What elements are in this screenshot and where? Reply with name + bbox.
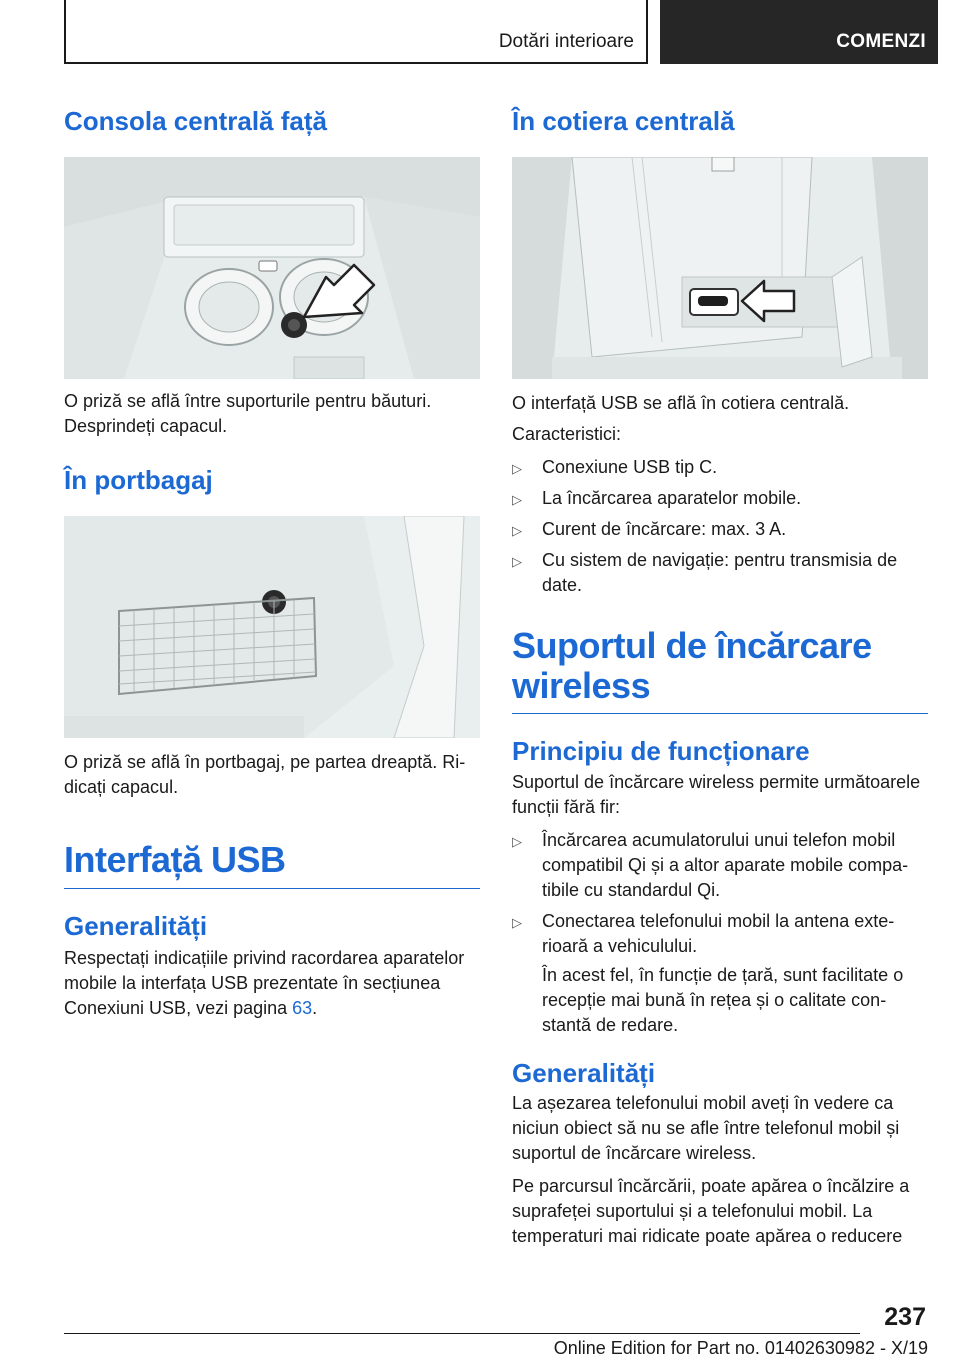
triangle-bullet-icon: ▷ [512,461,522,477]
heading-usb-interface: Interfață USB [64,839,286,881]
center-console-illustration [64,157,480,379]
left-column [64,96,480,1021]
triangle-bullet-icon: ▷ [512,523,522,539]
triangle-bullet-icon: ▷ [512,554,522,570]
principle-list [512,828,928,959]
list-item [512,455,928,480]
heading-general-2: Generalități [512,1057,656,1088]
page-number: 237 [884,1303,926,1331]
console-description: O priză se află între suporturile pentru băuturi. Desprindeți capacul. [64,391,432,437]
list-item-text: Conexiune USB tip C. [542,457,718,478]
heading-principle: Principiu de funcționare [512,736,810,767]
trunk-illustration [64,516,480,738]
heading-armrest: În cotiera centrală [512,106,735,136]
list-item-text: Încărcarea acumulatorului unui telefon mobil compatibil Qi și a altor aparate mobile compatibile cu standardul Qi. [542,829,909,900]
general-2-paragraph-2: Pe parcursul încărcării, poate apărea o încălzire a suprafeței suportului și a telefonului mobil. La temperaturi mai ridicate poate apărea o reducere [512,1175,910,1246]
general-description [64,946,480,1021]
principle-sub-description: În acest fel, în funcție de țară, sunt facilitate o recepție mai bună în rețea și o calitate constantă de redare. [542,964,904,1035]
list-item [512,548,928,598]
list-item-text: Cu sistem de navigație: pentru transmisia de date. [542,550,898,596]
right-column [512,96,928,1249]
wireless-heading-block [512,626,928,714]
list-item [512,486,928,511]
trunk-description [64,750,480,800]
list-item-text: Conectarea telefonului mobil la antena exterioară a vehiculului. [542,910,895,956]
footer-divider [64,1333,860,1334]
features-label: Caracteristici: [512,424,622,445]
general-text: Respectați indicațiile privind racordarea aparatelor mobile la interfața USB prezentate în secțiunea Conexiuni USB, vezi pagina [64,948,465,1019]
list-item-text: La încărcarea aparatelor mobile. [542,488,802,509]
chapter-title: COMENZI [836,31,926,52]
triangle-bullet-icon: ▷ [512,492,522,508]
armrest-description: O interfață USB se află în cotiera centrală. [512,393,850,414]
general-text-end: . [312,998,318,1019]
triangle-bullet-icon: ▷ [512,833,522,849]
triangle-bullet-icon: ▷ [512,914,522,930]
page-header [0,0,960,66]
heading-general: Generalități [64,910,208,941]
heading-center-console: Consola centrală față [64,106,327,136]
list-item [512,909,928,959]
usb-interface-heading-block [64,840,480,889]
trunk-description-line2: dicați capacul. [64,777,179,798]
features-list [512,455,928,598]
heading-trunk: În portbagaj [64,465,213,496]
footer-edition: Online Edition for Part no. 01402630982 - X/19 [553,1338,928,1358]
armrest-illustration [512,157,928,379]
trunk-description-line1: O priză se află în portbagaj, pe partea dreaptă. Ri- [64,752,466,773]
page-link-63[interactable]: 63 [292,998,313,1019]
heading-wireless-charging: Suportul de încărcare wireless [512,625,872,706]
principle-description: Suportul de încărcare wireless permite următoarele funcții fără fir: [512,771,921,817]
list-item [512,828,928,903]
section-tab [64,0,648,64]
list-item-text: Curent de încărcare: max. 3 A. [542,519,787,540]
general-2-paragraph-1: La așezarea telefonului mobil aveți în vedere ca niciun obiect să nu se afle între telefonul mobil și suportul de încărcare wireless. [512,1092,900,1163]
list-item [512,517,928,542]
section-title: Dotări interioare [498,31,634,52]
chapter-tab [660,0,938,64]
